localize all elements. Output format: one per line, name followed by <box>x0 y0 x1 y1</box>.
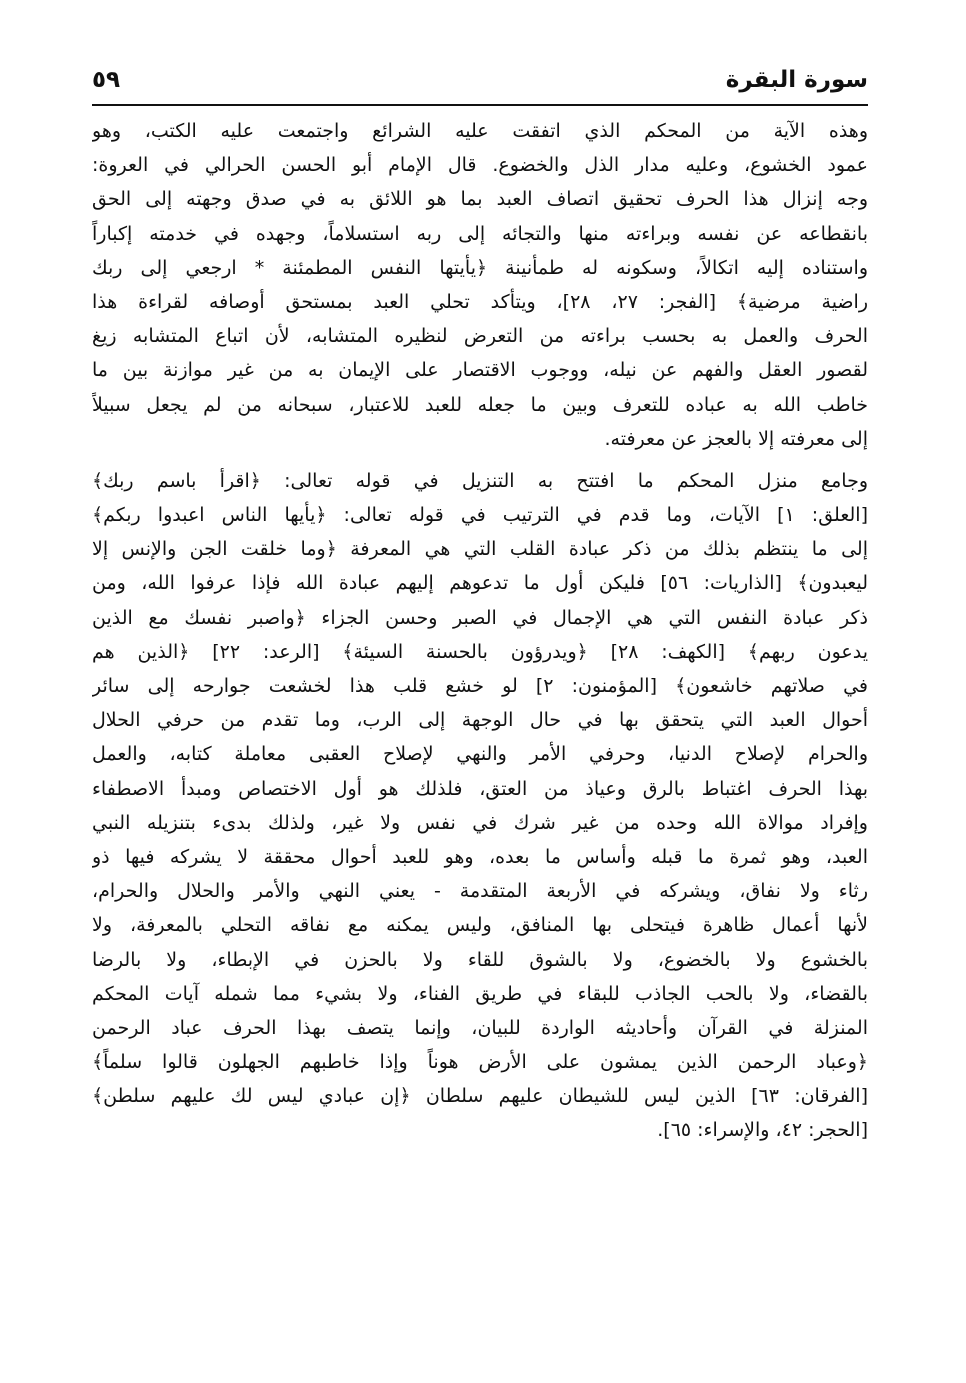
text-line: وإفراد موالاة الله وحده من غير شرك في نفس ولا غير، ولذلك بدىء بتنزيله النبي <box>92 811 868 834</box>
text-line: المنزلة في القرآن وأحاديثه الواردة للبيان، وإنما يتصف بهذا الحرف عباد الرحمن <box>92 1016 868 1039</box>
text-line: العبد، وهو ثمرة ما قبله وأساس ما بعده، وهو للعبد أحوال محققة لا يشركه فيها ذو <box>92 845 868 868</box>
text-line: ذكر عبادة النفس التي هي الإجمال في الصبر وحسن الجزاء ﴿واصبر نفسك مع الذين <box>92 606 868 629</box>
text-line: رثاء ولا نفاق، ويشركه في الأربعة المتقدمة - يعني النهي والأمر والحلال والحرام، <box>92 880 868 903</box>
text-line: بالخشوع ولا بالخضوع، ولا بالشوق للقاء ولا بالحزن في الإبطاء، ولا بالرضا <box>92 948 868 971</box>
text-line: يدعون ربهم﴾ [الكهف: ٢٨] ﴿ويدرؤون بالحسنة السيئة﴾ [الرعد: ٢٢] ﴿الذين هم <box>92 640 868 663</box>
text-line: والحرام لإصلاح الدنيا، وحرفي الأمر والنهي لإصلاح العقبى معاملة كتابه، والعمل <box>92 743 868 766</box>
paragraph-2 <box>92 464 868 1148</box>
running-head <box>92 62 868 100</box>
text-line: [العلق: ١] الآيات، وما قدم في الترتيب في قوله تعالى: ﴿يأيها الناس اعبدوا ربكم﴾ <box>92 504 868 527</box>
text-line: بانقطاعه عن نفسه وبراءته منها والتجائه إلى ربه استسلاماً، وجهده في خدمته إكباراً <box>92 222 868 245</box>
text-line: أحوال العبد التي يتحقق بها في حال الوجهة إلى الرب، وما تقدم من حرفي الحلال <box>92 709 868 732</box>
text-line: عمود الخشوع، وعليه مدار الذل والخضوع. قال الإمام أبو الحسن الحرالي في العروة: <box>92 154 868 177</box>
surah-title: سورة البقرة <box>725 67 868 93</box>
text-line: لقصور العقل والفهم عن نيله، ووجوب الاقتصار على الإيمان به من غير موازنة بين ما <box>92 359 868 382</box>
text-line: إلى معرفته إلا بالعجز عن معرفته. <box>604 427 868 450</box>
text-line: لأنها أعمال ظاهرة فيتحلى بها المنافق، وليس يمكنه مع نفاقه التحلي بالمعرفة، ولا <box>92 914 868 937</box>
body-text <box>92 114 868 1148</box>
text-line: بهذا الحرف اغتباط بالرق وعياذ من العتق، فلذلك هو أول الاختصاص ومبدأ الاصطفاء <box>92 777 868 800</box>
paragraph-gap <box>92 456 868 464</box>
text-line: إلى ما ينتظم بذلك من ذكر عبادة القلب التي هي المعرفة ﴿وما خلقت الجن والإنس إلا <box>92 538 868 561</box>
text-line: في صلاتهم خاشعون﴾ [المؤمنون: ٢] لو خشع قلب هذا لخشعت جوارحه إلى سائر <box>92 675 868 697</box>
text-line: وجه إنزال هذا الحرف تحقيق اتصاف العبد بما هو اللائق به في صدق وجهته إلى الحق <box>92 188 868 211</box>
text-line: [الفرقان: ٦٣] الذين ليس للشيطان عليهم سلطان ﴿إن عبادي ليس لك عليهم سلطن﴾ <box>92 1085 868 1108</box>
text-line: واستناده إليه اتكالاً، وسكونه له طمأنينة ﴿يأيتها النفس المطمئنة * ارجعي إلى ربك <box>92 256 868 279</box>
text-line: ليعبدون﴾ [الذاريات: ٥٦] فليكن أول ما تدعوهم إليهم عبادة الله فإذا عرفوا الله، ومن <box>92 572 868 595</box>
page-number: ٥٩ <box>92 67 121 93</box>
text-line: خاطب الله به عباده للتعرف وبين ما جعله للعبد للاعتبار، سبحانه من لم يجعل سبيلاً <box>92 393 868 416</box>
text-line: وهذه الآية من المحكم الذي اتفقت عليه الشرائع واجتمعت عليه الكتب، وهو <box>92 120 868 142</box>
paragraph-1 <box>92 114 868 456</box>
text-line: الحرف والعمل به بحسب براءته من التعرض لنظيره المتشابه، لأن اتباع المتشابه زيغ <box>92 325 868 348</box>
text-line: [الحجر: ٤٢، والإسراء: ٦٥]. <box>657 1119 868 1142</box>
text-line: راضية مرضية﴾ [الفجر: ٢٧، ٢٨]، ويتأكد تحلي العبد بمستحق أوصافه لقراءة هذا <box>92 290 868 313</box>
text-line: بالقضاء، ولا بالحب الجاذب للبقاء في طريق الفناء، ولا بشيء مما شمله آيات المحكم <box>92 982 868 1005</box>
text-line: ﴿وعباد الرحمن الذين يمشون على الأرض هوناً وإذا خاطبهم الجهلون قالوا سلماً﴾ <box>92 1051 868 1074</box>
header-rule <box>92 104 868 106</box>
text-line: وجامع منزل المحكم ما افتتح به التنزيل في قوله تعالى: ﴿اقرأ باسم ربك﴾ <box>92 469 868 492</box>
